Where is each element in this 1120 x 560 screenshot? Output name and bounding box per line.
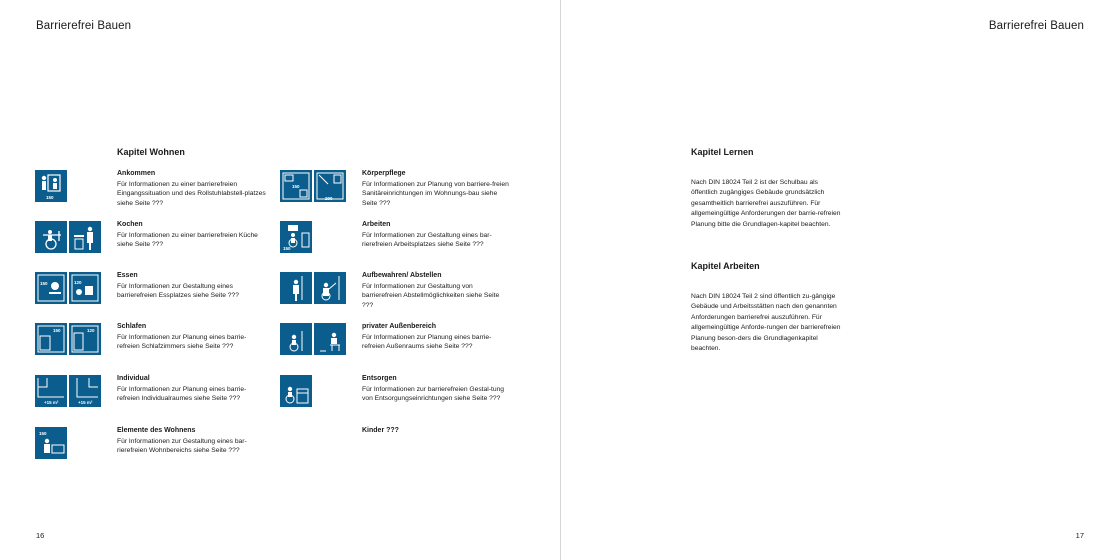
icon-dimension-label: 150 bbox=[40, 281, 48, 286]
entry-title: Entsorgen bbox=[362, 375, 397, 382]
entry-elemente-des-wohnens bbox=[35, 427, 265, 473]
page-number-right: 17 bbox=[1075, 531, 1084, 540]
room-plan-icon bbox=[35, 375, 67, 407]
entry-description: Für Informationen zur barrierefreien Gestal-tung von Entsorgungseinrichtungen siehe Seite ??? bbox=[362, 385, 504, 402]
entry-title: Elemente des Wohnens bbox=[117, 427, 196, 434]
entry-title: Aufbewahren/ Abstellen bbox=[362, 272, 442, 279]
entry-entsorgen bbox=[280, 375, 510, 421]
entry-kinder bbox=[280, 427, 510, 473]
entry-title: privater Außenbereich bbox=[362, 323, 437, 330]
entry-description: Für Informationen zur Gestaltung von barrierefreien Abstellmöglichkeiten siehe Seite ??? bbox=[362, 282, 500, 309]
cooking-wheelchair-icon bbox=[35, 221, 67, 253]
icon-dimension-label: 150 bbox=[39, 431, 47, 436]
entry-title: Ankommen bbox=[117, 170, 156, 177]
storage-standing-icon bbox=[280, 272, 312, 304]
icon-dimension-label: 150 bbox=[292, 184, 300, 189]
running-head-right: Barrierefrei Bauen bbox=[988, 20, 1084, 32]
entry-description: Für Informationen zur Planung von barriere-freien Sanitäreinrichtungen im Wohnungs-bau siehe Seite ??? bbox=[362, 180, 509, 207]
entry-title: Essen bbox=[117, 272, 138, 279]
icon-dimension-label: +15 m² bbox=[44, 400, 59, 405]
entry-title: Arbeiten bbox=[362, 221, 391, 228]
disposal-icon bbox=[280, 375, 312, 407]
entry-title: Schlafen bbox=[117, 323, 147, 330]
bathroom-plan-icon bbox=[280, 170, 312, 202]
entry-description: Für Informationen zur Gestaltung eines bar-rierefreien Arbeitsplatzes siehe Seite ??? bbox=[362, 231, 492, 248]
entry-ankommen bbox=[35, 170, 265, 216]
entry-description: Für Informationen zu einer barrierefreien Küche siehe Seite ??? bbox=[117, 231, 258, 248]
cooking-standing-icon bbox=[69, 221, 101, 253]
chapter-title-lernen: Kapitel Lernen bbox=[691, 147, 754, 157]
entry-aufbewahren bbox=[280, 272, 510, 318]
entry-aussenbereich bbox=[280, 323, 510, 369]
entry-arbeiten bbox=[280, 221, 510, 267]
page-number-left: 16 bbox=[36, 531, 45, 540]
icon-dimension-label: +15 m² bbox=[78, 400, 93, 405]
icon-dimension-label: 200 bbox=[325, 196, 333, 201]
entry-title: Kochen bbox=[117, 221, 143, 228]
chapter-title-wohnen: Kapitel Wohnen bbox=[117, 147, 185, 157]
entry-description: Für Informationen zu einer barrierefreien Eingangssituation und des Rollstuhlabstell-platzes siehe Seite ??? bbox=[117, 180, 266, 207]
icon-dimension-label: 120 bbox=[87, 328, 95, 333]
entry-individual bbox=[35, 375, 265, 421]
icon-dimension-label: 120 bbox=[74, 280, 82, 285]
chapter-title-arbeiten: Kapitel Arbeiten bbox=[691, 261, 760, 271]
entry-title: Körperpflege bbox=[362, 170, 406, 177]
entry-title: Kinder ??? bbox=[362, 427, 399, 434]
entry-kochen bbox=[35, 221, 265, 267]
icon-dimension-label: 150 bbox=[53, 328, 61, 333]
entry-description: Für Informationen zur Planung eines barrie-refreien Individualraumes siehe Seite ??? bbox=[117, 385, 247, 402]
arrival-icon bbox=[35, 170, 67, 202]
paragraph-lernen: Nach DIN 18024 Teil 2 ist der Schulbau als öffentlich zugängiges Gebäude grundsätzlich gesamtheitlich barrierefrei auszuführen. Für allgemeingültige Anforderungen der barrie-refreien Planung bitte die Grundlagen-kapitel beachten. bbox=[691, 179, 841, 228]
gutter-divider bbox=[560, 0, 561, 560]
dining-wheelchair-icon bbox=[35, 272, 67, 304]
storage-reaching-icon bbox=[314, 272, 346, 304]
outdoor-wheelchair-icon bbox=[280, 323, 312, 355]
room-plan-alt-icon bbox=[69, 375, 101, 407]
bed-narrow-icon bbox=[69, 323, 101, 355]
icon-dimension-label: 150 bbox=[283, 246, 291, 251]
entry-description: Für Informationen zur Planung eines barrie-refreien Schlafzimmers siehe Seite ??? bbox=[117, 333, 247, 350]
entry-description: Für Informationen zur Planung eines barrie-refreien Außenraums siehe Seite ??? bbox=[362, 333, 492, 350]
living-elements-icon bbox=[35, 427, 67, 459]
page-right bbox=[562, 0, 1120, 560]
running-head-left: Barrierefrei Bauen bbox=[36, 20, 132, 32]
dining-table-icon bbox=[69, 272, 101, 304]
workplace-icon bbox=[280, 221, 312, 253]
bed-wide-icon bbox=[35, 323, 67, 355]
outdoor-seated-icon bbox=[314, 323, 346, 355]
entry-schlafen bbox=[35, 323, 265, 369]
entry-koerperpflege bbox=[280, 170, 510, 216]
entry-description: Für Informationen zur Gestaltung eines barrierefreien Essplatzes siehe Seite ??? bbox=[117, 282, 239, 299]
paragraph-arbeiten: Nach DIN 18024 Teil 2 sind öffentlich zu-gängige Gebäude und Arbeitsstätten nach den genannten Anforderungen barrierefrei auszuführen. Für allgemeingültige Anforde-rungen der barrierefreien Planung beson-ders die Grundlagenkapitel beachten. bbox=[691, 293, 841, 353]
entry-description: Für Informationen zur Gestaltung eines bar-rierefreien Wohnbereichs siehe Seite ??? bbox=[117, 437, 247, 454]
bathroom-plan-alt-icon bbox=[314, 170, 346, 202]
entry-essen bbox=[35, 272, 265, 318]
entry-title: Individual bbox=[117, 375, 150, 382]
icon-dimension-label: 150 bbox=[46, 195, 54, 200]
